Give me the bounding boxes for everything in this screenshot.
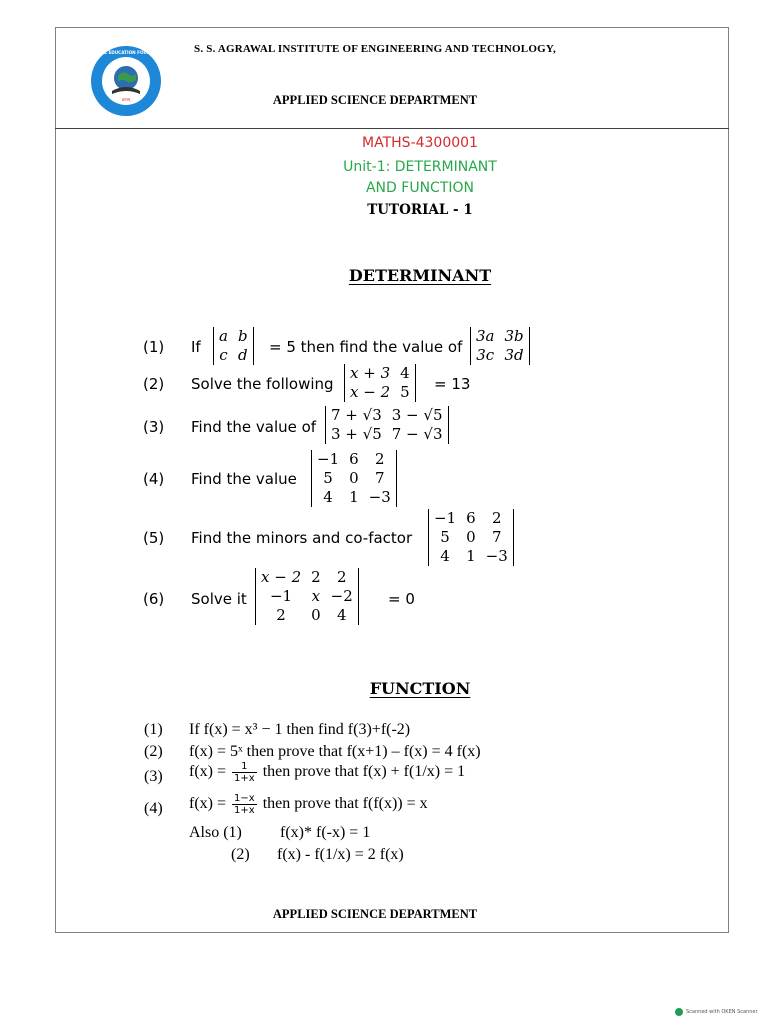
q1-middle: = 5 then find the value of [269,338,463,356]
q2-number: (2) [143,375,165,393]
institute-name: S. S. AGRAWAL INSTITUTE OF ENGINEERING AND TECHNOLOGY, [194,43,556,55]
institute-logo [83,45,169,117]
f2-text: f(x) = 5ˣ then prove that f(x+1) – f(x) = 4 f(x) [189,743,481,760]
q2-result: = 13 [434,375,471,393]
f3-fraction: $\frac{1}{1+x}$ [234,761,255,784]
f1-number: (1) [144,721,163,738]
q6-number: (6) [143,590,165,608]
q1-number: (1) [143,338,165,356]
scanner-watermark: Scanned with OKEN Scanner [686,1009,758,1015]
tutorial-title: TUTORIAL - 1 [367,202,473,218]
also-2-text: f(x) - f(1/x) = 2 f(x) [277,846,404,863]
q6-matrix: x − 2 2 2 −1 x −2 2 0 4 [255,568,359,625]
q6-prefix: Solve it [191,590,247,608]
q5-number: (5) [143,529,165,547]
course-code: MATHS-4300001 [362,135,478,151]
unit-line-1: Unit-1: DETERMINANT [343,159,497,175]
function-heading: FUNCTION [369,679,471,698]
f1-text: If f(x) = x³ − 1 then find f(3)+f(-2) [189,721,411,738]
f4-fraction: $\frac{1-x}{1+x}$ [234,793,255,816]
unit-line-2: AND FUNCTION [365,180,474,196]
q1-prefix: If [191,338,201,356]
f2-number: (2) [144,743,163,760]
q3-number: (3) [143,418,165,436]
svg-text:ज्ञानम्: ज्ञानम् [121,97,131,102]
also-2-label: (2) [231,846,250,863]
also-1-text: f(x)* f(-x) = 1 [280,824,371,841]
q1-matrix-1: a b c d [213,327,254,365]
q2-matrix: x + 3 4 x − 2 5 [344,364,416,402]
f3-text: f(x) = $\frac{1}{1+x}$ then prove that f(x) + f(1/x) = 1 [189,761,466,784]
q5-matrix: −1 6 2 5 0 7 4 1 −3 [428,509,514,566]
q4-prefix: Find the value [191,470,297,488]
header-divider [55,128,729,129]
unit-title [270,157,570,199]
f3-number: (3) [144,768,163,785]
q4-number: (4) [143,470,165,488]
q6-result: = 0 [388,590,415,608]
q3-prefix: Find the value of [191,418,317,436]
q5-prefix: Find the minors and co-factor [191,529,413,547]
scanner-logo-icon [675,1008,683,1016]
also-1-label: Also (1) [189,824,242,841]
q2-prefix: Solve the following [191,375,334,393]
q3-matrix: 7 + √3 3 − √5 3 + √5 7 − √3 [325,406,449,444]
q4-matrix: −1 6 2 5 0 7 4 1 −3 [311,450,397,507]
f4-text: f(x) = $\frac{1-x}{1+x}$ then prove that f(f(x)) = x [189,793,428,816]
f4-number: (4) [144,800,163,817]
department-title: APPLIED SCIENCE DEPARTMENT [272,93,478,107]
determinant-heading: DETERMINANT [348,266,492,285]
logo-text: AGRAWAL EDUCATION FOUNDATION [83,50,169,55]
footer-department: APPLIED SCIENCE DEPARTMENT [272,907,478,921]
q1-matrix-2: 3a 3b 3c 3d [470,327,530,365]
